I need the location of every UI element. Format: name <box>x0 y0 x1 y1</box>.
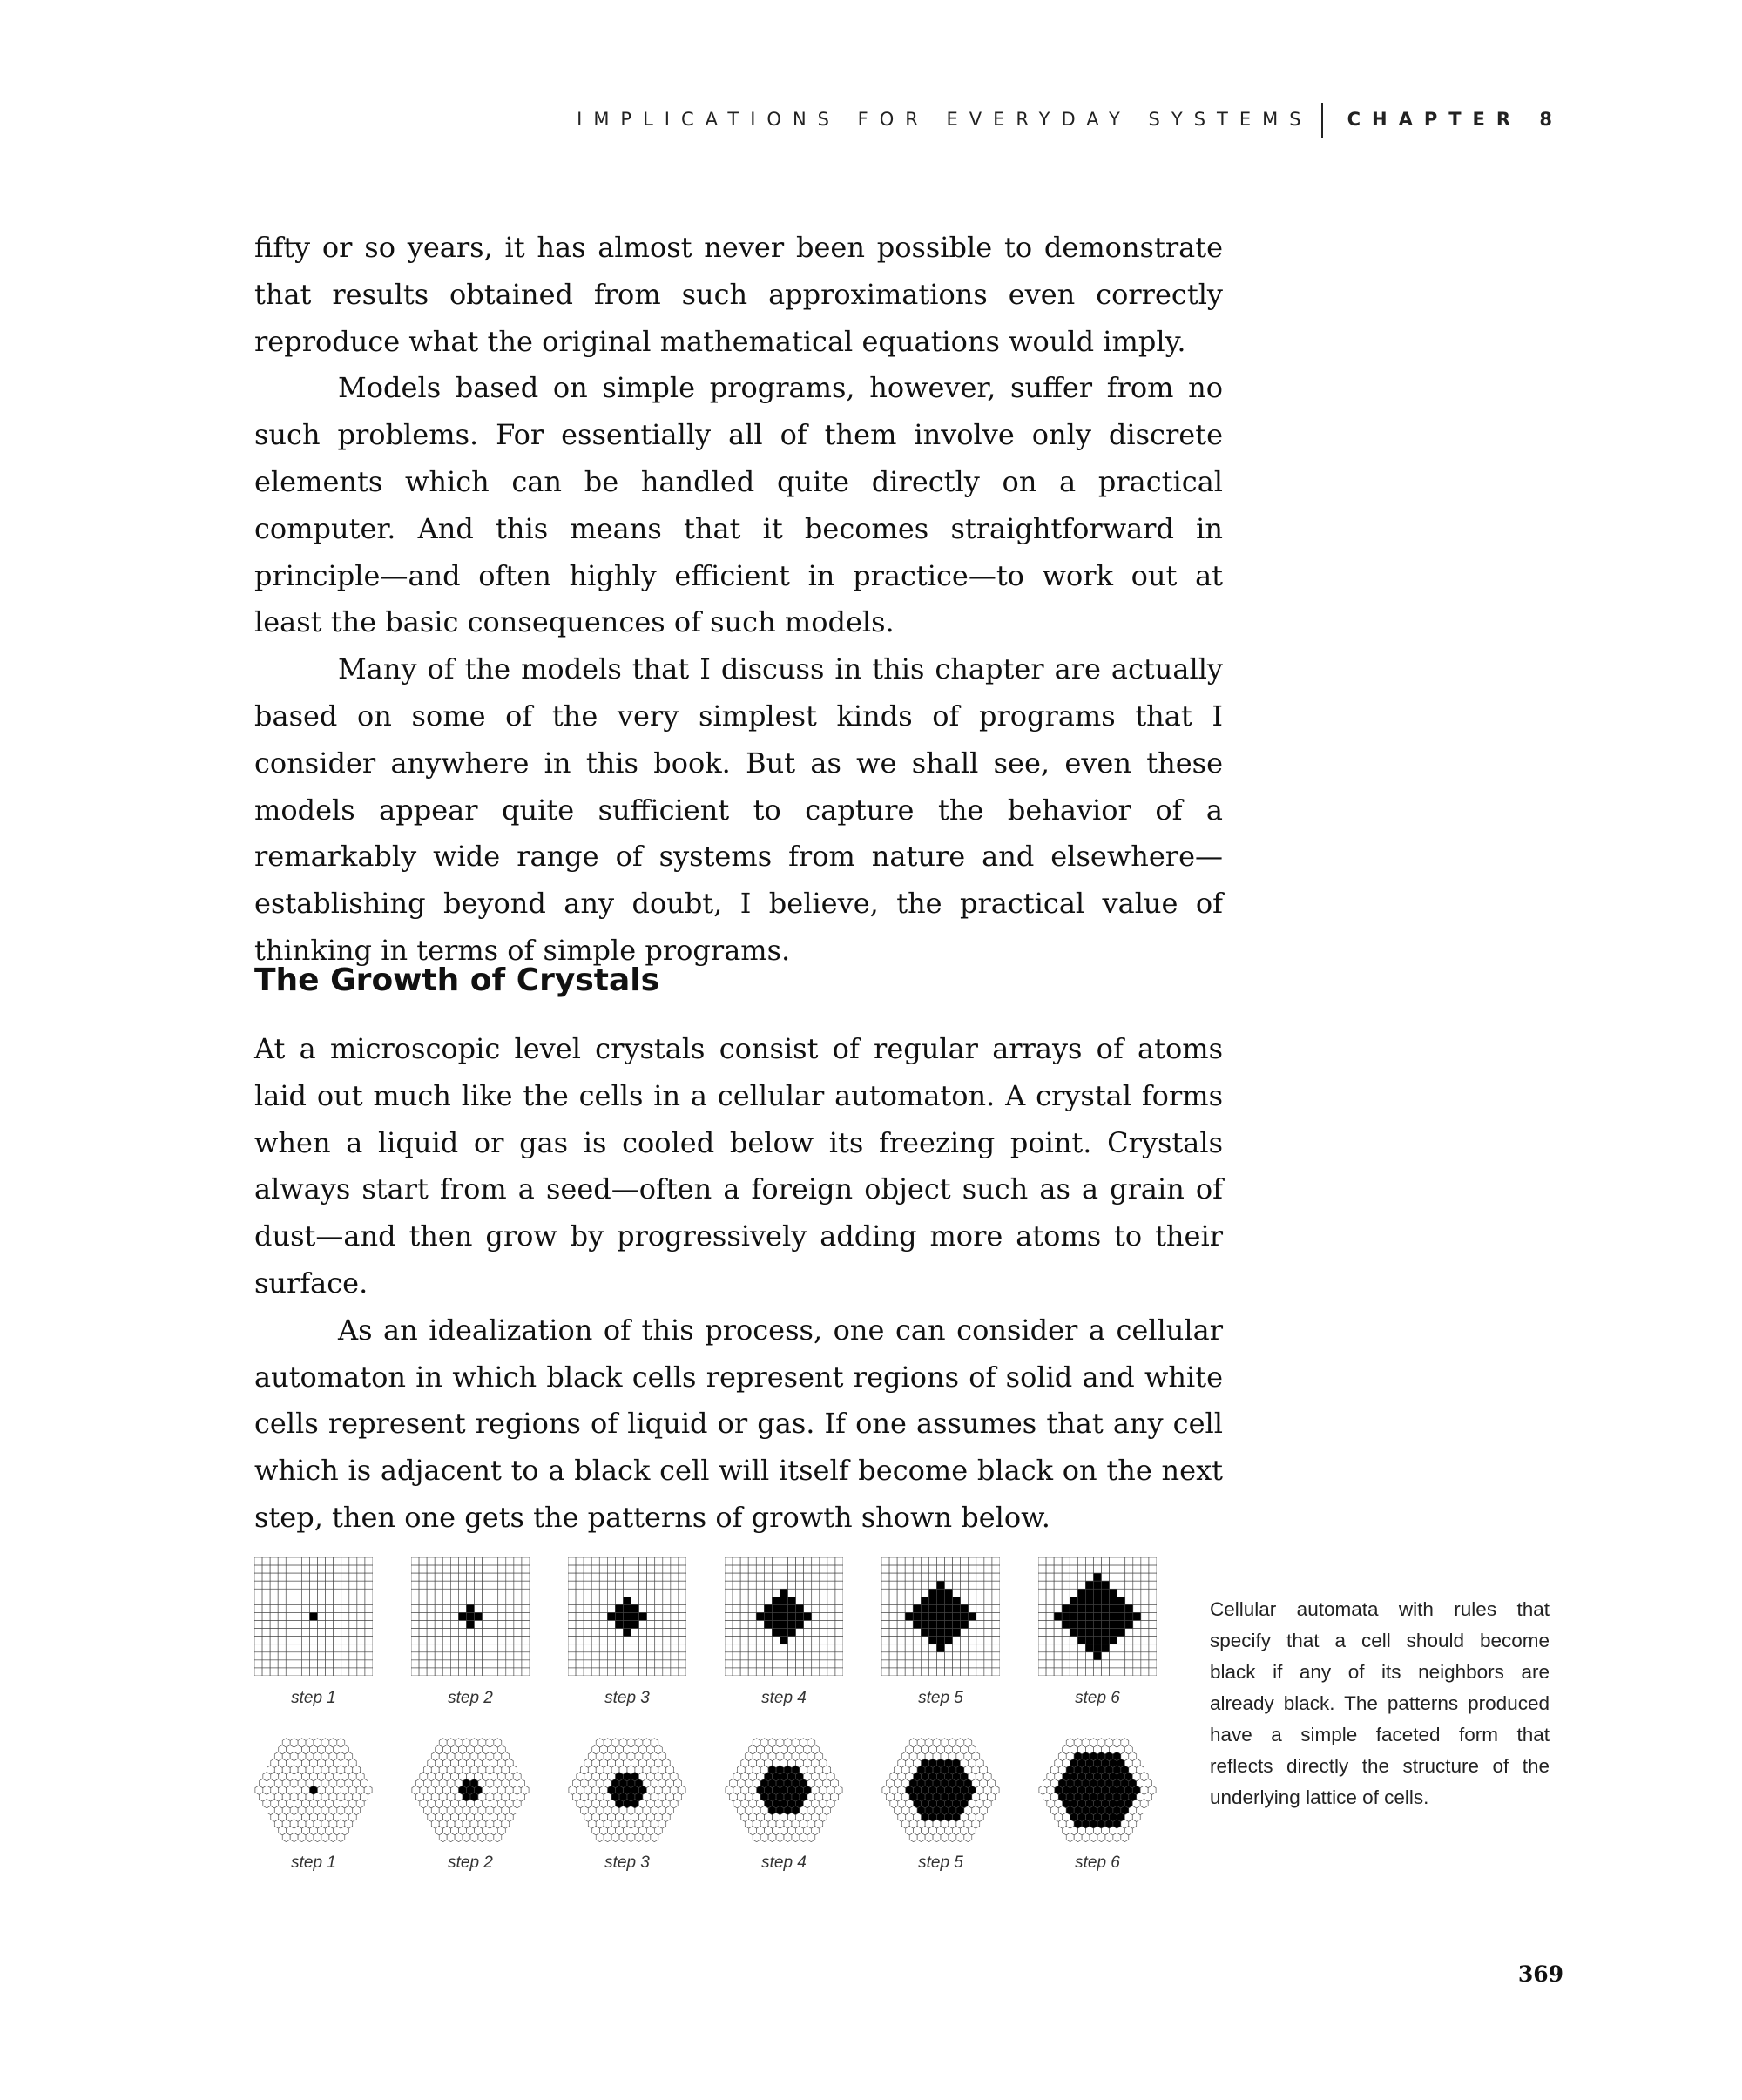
square-grid-panel <box>725 1557 843 1676</box>
paragraph: Models based on simple programs, however, suffer from no such problems. For essentially all of them involve only discrete elements which can be handled quite directly on a practical computer. And this means that it becomes straightforward in principle—and often highly efficient in practice—to work out at least the basic consequences of such models. <box>254 371 1223 639</box>
square-grid-panel <box>881 1557 1000 1676</box>
square-grid-panel <box>411 1557 530 1676</box>
square-step-label: step 6 <box>1075 1689 1120 1707</box>
square-step-label: step 1 <box>291 1689 336 1707</box>
hex-grid-panel <box>568 1737 686 1843</box>
body-text-top <box>254 225 1223 975</box>
square-grid-panel <box>254 1557 373 1676</box>
running-head <box>0 103 1563 138</box>
paragraph: Many of the models that I discuss in this chapter are actually based on some of the very simplest kinds of programs that I consider anywhere in this book. But as we shall see, even these models appear quite sufficient to capture the behavior of a remarkably wide range of systems from nature and elsewhere—establishing beyond any doubt, I believe, the practical value of thinking in terms of simple programs. <box>254 652 1223 967</box>
square-grid-panel <box>1038 1557 1157 1676</box>
section-title: The Growth of Crystals <box>254 962 660 998</box>
square-step-label: step 5 <box>918 1689 963 1707</box>
square-step-label: step 3 <box>604 1689 650 1707</box>
figure-caption: Cellular automata with rules that specify that a cell should become black if any of its neighbors are already black. The patterns produced have a simple faceted form that reflects directly the structure of the underlying lattice of cells. <box>1210 1598 1550 1808</box>
header-separator <box>1321 103 1323 138</box>
hex-step-label: step 5 <box>918 1854 963 1872</box>
hex-grid-panel <box>411 1737 530 1843</box>
paragraph: As an idealization of this process, one can consider a cellular automaton in which black cells represent regions of solid and white cells represent regions of liquid or gas. If one assumes that any cell which is adjacent to a black cell will itself become black on the next step, then one gets the patterns of growth shown below. <box>254 1313 1223 1534</box>
body-text-section <box>254 1026 1223 1542</box>
chapter-label: CHAPTER 8 <box>1347 109 1563 130</box>
running-title: IMPLICATIONS FOR EVERYDAY SYSTEMS <box>577 109 1313 130</box>
square-step-label: step 4 <box>761 1689 807 1707</box>
hex-grid-panel <box>725 1737 843 1843</box>
square-grid-panel <box>568 1557 686 1676</box>
square-step-label: step 2 <box>448 1689 493 1707</box>
hex-step-label: step 6 <box>1075 1854 1120 1872</box>
hex-step-label: step 2 <box>448 1854 493 1872</box>
paragraph: At a microscopic level crystals consist of regular arrays of atoms laid out much like the cells in a cellular automaton. A crystal forms when a liquid or gas is cooled below its freezing point. Crystals always start from a seed—often a foreign object such as a grain of dust—and then grow by progressively adding more atoms to their surface. <box>254 1032 1223 1300</box>
hex-grid-panel <box>881 1737 1000 1843</box>
page-number: 369 <box>1517 1962 1563 1987</box>
paragraph: fifty or so years, it has almost never been possible to demonstrate that results obtained from such approximations even correctly reproduce what the original mathematical equations would imply. <box>254 231 1223 358</box>
cellular-automata-figure <box>254 1557 1169 1871</box>
hex-grid-panel <box>1038 1737 1157 1843</box>
hex-grid-panel <box>254 1737 373 1843</box>
hex-step-label: step 4 <box>761 1854 807 1872</box>
hex-step-label: step 3 <box>604 1854 650 1872</box>
hex-step-label: step 1 <box>291 1854 336 1872</box>
